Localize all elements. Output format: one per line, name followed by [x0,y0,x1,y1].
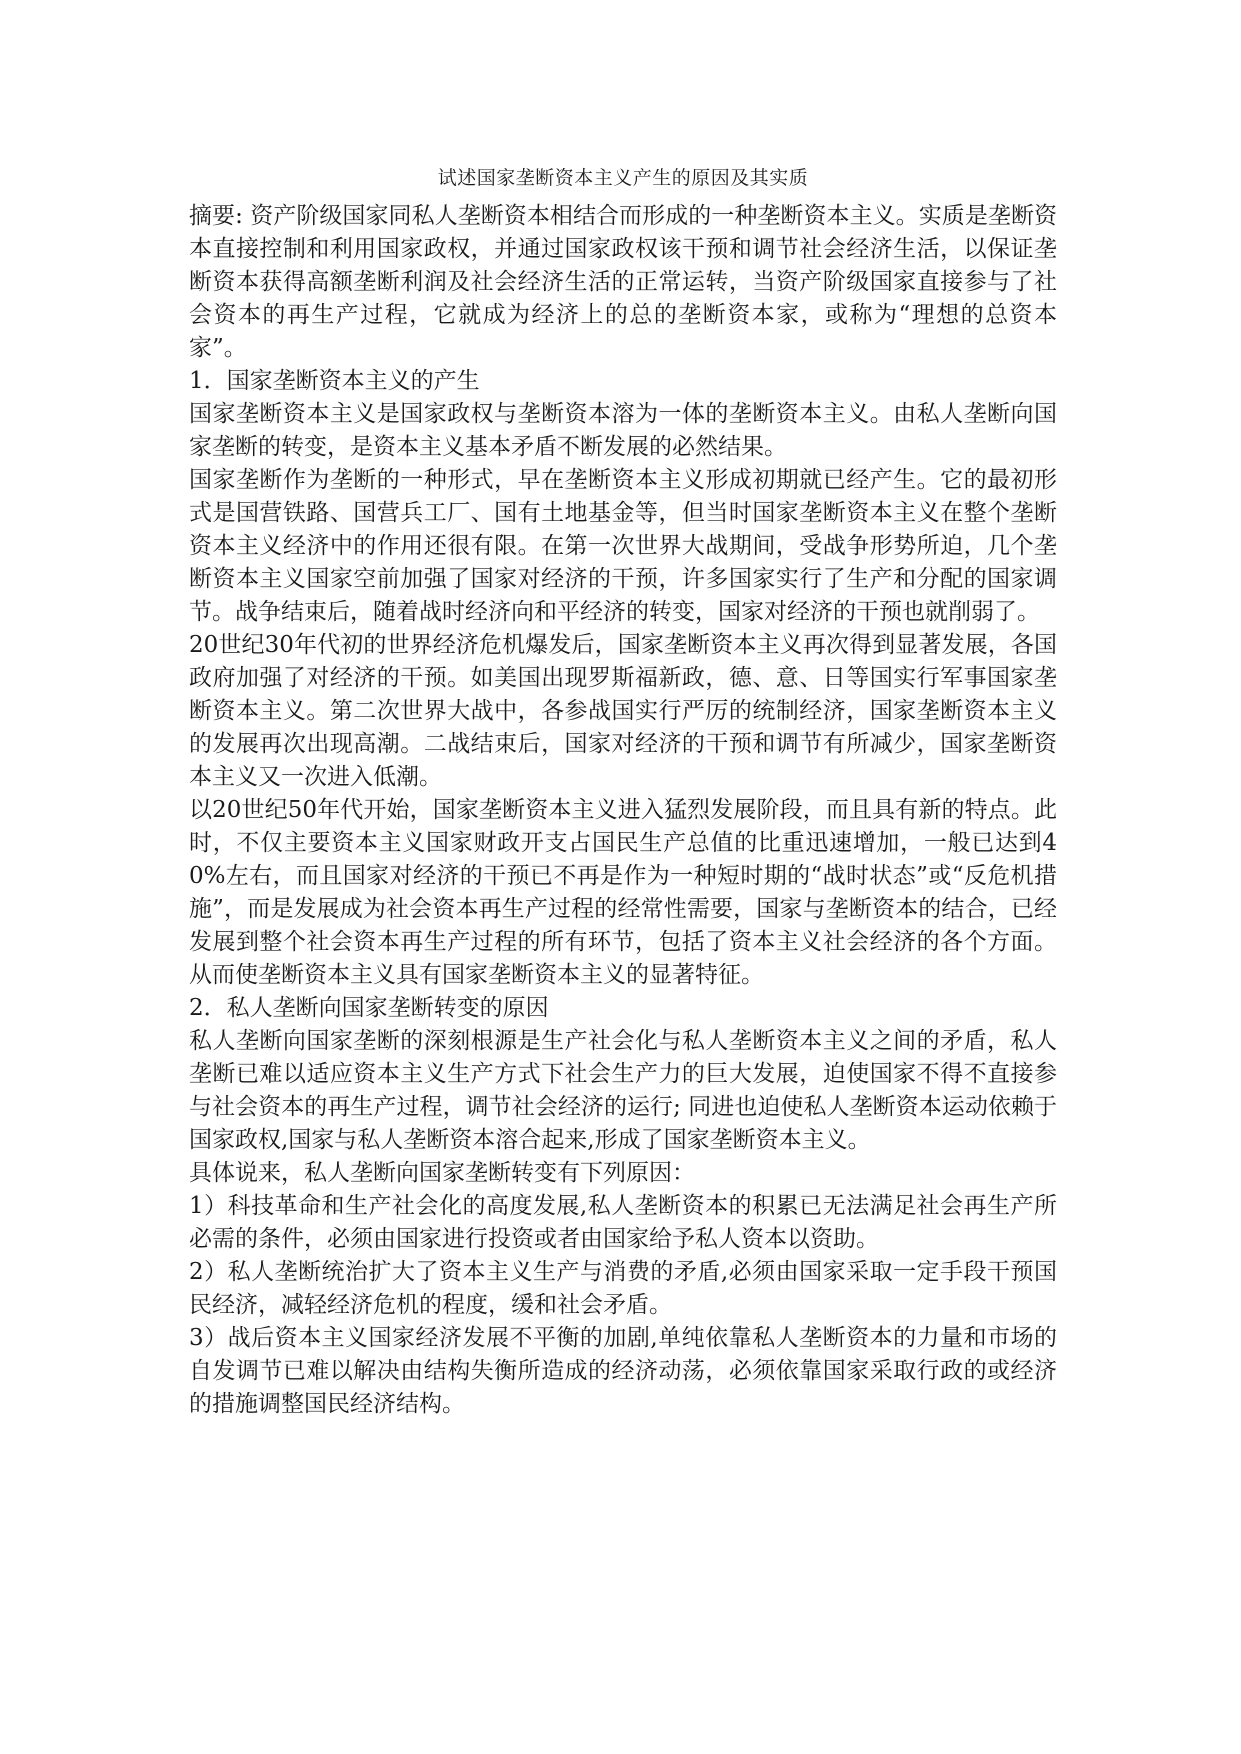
section-2-list-item-2: 2）私人垄断统治扩大了资本主义生产与消费的矛盾,必须由国家采取一定手段干预国民经济，减轻经济危机的程度，缓和社会矛盾。 [189,1259,1057,1318]
section-2-list-item-3: 3）战后资本主义国家经济发展不平衡的加剧,单纯依靠私人垄断资本的力量和市场的自发调节已难以解决由结构失衡所造成的经济动荡，必须依靠国家采取行政的或经济的措施调整国民经济结构。 [189,1325,1057,1417]
abstract-paragraph: 摘要: 资产阶级国家同私人垄断资本相结合而形成的一种垄断资本主义。实质是垄断资本直接控制和利用国家政权，并通过国家政权该干预和调节社会经济生活，以保证垄断资本获得高额垄断利润及社会经济生活的正常运转，当资产阶级国家直接参与了社会资本的再生产过程，它就成为经济上的总的垄断资本家，或称为“理想的总资本家”。 [189,203,1057,361]
document-title: 试述国家垄断资本主义产生的原因及其实质 [437,167,809,189]
section-2-paragraph-2: 具体说来，私人垄断向国家垄断转变有下列原因： [189,1160,695,1186]
section-1-paragraph-3: 20世纪30年代初的世界经济危机爆发后，国家垄断资本主义再次得到显著发展，各国政府加强了对经济的干预。如美国出现罗斯福新政，德、意、日等国实行军事国家垄断资本主义。第二次世界大战中，各参战国实行严厉的统制经济，国家垄断资本主义的发展再次出现高潮。二战结束后，国家对经济的干预和调节有所减少，国家垄断资本主义又一次进入低潮。 [189,632,1057,790]
section-2-list-item-1: 1）科技革命和生产社会化的高度发展,私人垄断资本的积累已无法满足社会再生产所必需的条件，必须由国家进行投资或者由国家给予私人资本以资助。 [189,1193,1057,1252]
section-1-paragraph-2: 国家垄断作为垄断的一种形式，早在垄断资本主义形成初期就已经产生。它的最初形式是国营铁路、国营兵工厂、国有土地基金等，但当时国家垄断资本主义在整个垄断资本主义经济中的作用还很有限。在第一次世界大战期间，受战争形势所迫，几个垄断资本主义国家空前加强了国家对经济的干预，许多国家实行了生产和分配的国家调节。战争结束后，随着战时经济向和平经济的转变，国家对经济的干预也就削弱了。 [189,467,1057,625]
section-2-heading: 2．私人垄断向国家垄断转变的原因 [189,995,549,1021]
section-1-paragraph-4: 以20世纪50年代开始，国家垄断资本主义进入猛烈发展阶段，而且具有新的特点。此时，不仅主要资本主义国家财政开支占国民生产总值的比重迅速增加，一般已达到40%左右，而且国家对经济的干预已不再是作为一种短时期的“战时状态”或“反危机措施”，而是发展成为社会资本再生产过程的经常性需要，国家与垄断资本的结合，已经发展到整个社会资本再生产过程的所有环节，包括了资本主义社会经济的各个方面。从而使垄断资本主义具有国家垄断资本主义的显著特征。 [189,797,1057,988]
section-1-heading: 1．国家垄断资本主义的产生 [189,368,480,394]
document-page [189,158,1057,1421]
section-1-paragraph-1: 国家垄断资本主义是国家政权与垄断资本溶为一体的垄断资本主义。由私人垄断向国家垄断的转变，是资本主义基本矛盾不断发展的必然结果。 [189,401,1057,460]
section-2-paragraph-1: 私人垄断向国家垄断的深刻根源是生产社会化与私人垄断资本主义之间的矛盾，私人垄断已难以适应资本主义生产方式下社会生产力的巨大发展，迫使国家不得不直接参与社会资本的再生产过程，调节社会经济的运行; 同进也迫使私人垄断资本运动依赖于国家政权,国家与私人垄断资本溶合起来,形成了国家垄断资本主义。 [189,1028,1057,1153]
